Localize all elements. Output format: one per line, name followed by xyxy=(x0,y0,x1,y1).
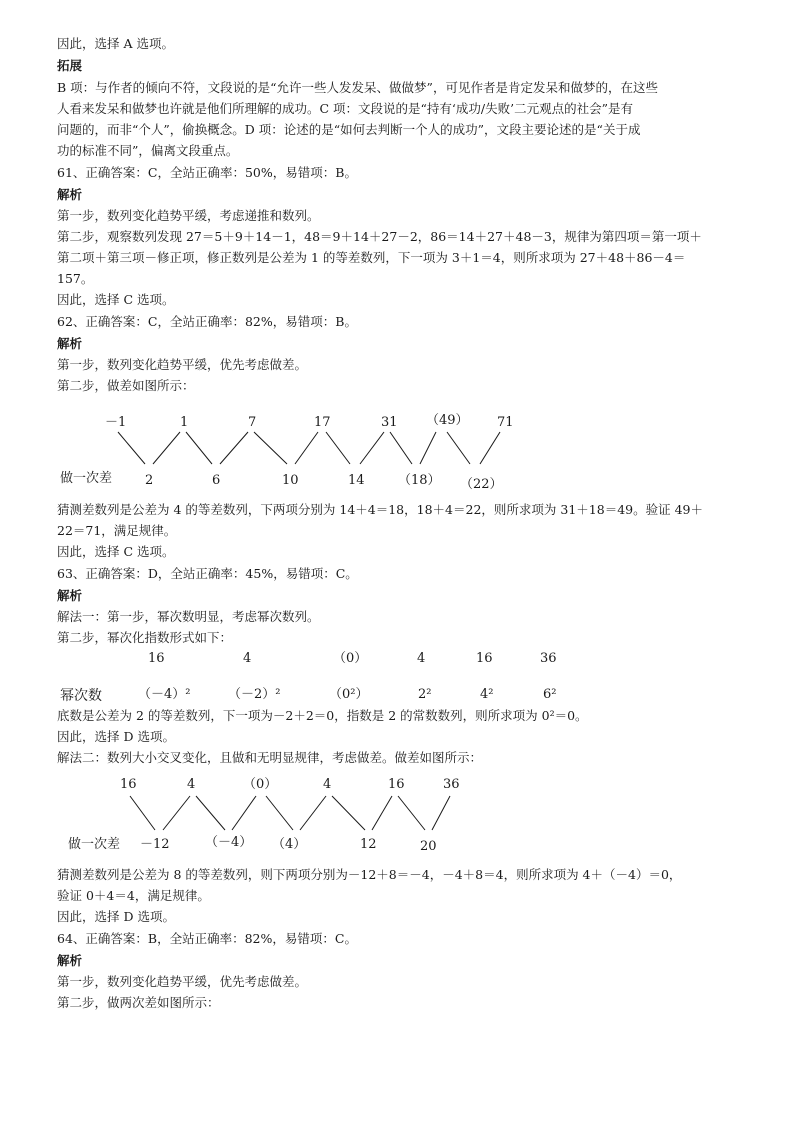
section-heading: 拓展 xyxy=(57,58,83,73)
diagram-bottom-number: 10 xyxy=(282,473,299,488)
diagram-top-number: 4 xyxy=(187,777,196,792)
difference-diagram-63 xyxy=(0,770,800,860)
diagram-bottom-number: 6 xyxy=(212,473,221,488)
answer-line: 63、正确答案：D，全站正确率：45%，易错项：C。 xyxy=(57,566,358,581)
diagram-top-number: （0） xyxy=(333,651,368,666)
text-line: 功的标准不同”，偏离文段重点。 xyxy=(57,143,239,158)
diagram-bottom-number: －12 xyxy=(140,837,170,852)
diagram-label: 做一次差 xyxy=(60,471,113,486)
diagram-top-number: 16 xyxy=(148,651,165,666)
text-line: 解法二：数列大小交叉变化，且做和无明显规律，考虑做差。做差如图所示： xyxy=(57,750,483,765)
diagram-top-number: 16 xyxy=(388,777,405,792)
text-line: 猜测差数列是公差为 4 的等差数列，下两项分别为 14＋4＝18，18＋4＝22，则所求项为 31＋18＝49。验证 49＋ xyxy=(57,502,703,517)
text-line: 第一步，数列变化趋势平缓，优先考虑做差。 xyxy=(57,357,308,372)
diagram-bottom-number: （22） xyxy=(460,477,503,492)
section-heading: 解析 xyxy=(57,588,83,603)
diagram-bottom-number: （－4）² xyxy=(138,687,191,702)
text-line: 22＝71，满足规律。 xyxy=(57,523,177,538)
diagram-bottom-number: （18） xyxy=(398,473,441,488)
diagram-top-number: －1 xyxy=(105,415,127,430)
text-line: 第二步，幂次化指数形式如下： xyxy=(57,630,233,645)
section-heading: 解析 xyxy=(57,953,83,968)
text-line: 因此，选择 A 选项。 xyxy=(57,36,174,51)
diagram-top-number: 36 xyxy=(443,777,460,792)
diagram-top-number: （0） xyxy=(243,777,278,792)
text-line: 第二步，观察数列发现 27＝5＋9＋14－1，48＝9＋14＋27－2，86＝14＋27＋48－3，规律为第四项＝第一项＋ xyxy=(57,229,702,244)
diagram-top-number: 7 xyxy=(248,415,257,430)
diagram-bottom-number: （－2）² xyxy=(228,687,281,702)
diagram-bottom-number: 14 xyxy=(348,473,365,488)
power-diagram-63 xyxy=(0,646,800,706)
diagram-bottom-number: （0²） xyxy=(329,687,369,702)
section-heading: 解析 xyxy=(57,336,83,351)
text-line: 因此，选择 C 选项。 xyxy=(57,292,175,307)
text-line: 第一步，数列变化趋势平缓，考虑递推和数列。 xyxy=(57,208,320,223)
diagram-top-number: 16 xyxy=(120,777,137,792)
diagram-top-number: 31 xyxy=(381,415,398,430)
diagram-bottom-number: 4² xyxy=(480,687,494,702)
text-line: 解法一：第一步，幂次数明显，考虑幂次数列。 xyxy=(57,609,320,624)
text-line: 因此，选择 D 选项。 xyxy=(57,909,175,924)
text-line: 第二步，做差如图所示： xyxy=(57,378,195,393)
diagram-top-number: 71 xyxy=(497,415,514,430)
diagram-top-number: （49） xyxy=(426,413,469,428)
text-line: B 项：与作者的倾向不符，文段说的是“允许一些人发发呆、做做梦”，可见作者是肯定发呆和做梦的，在这些 xyxy=(57,80,658,95)
diagram-bottom-number: 6² xyxy=(543,687,557,702)
text-line: 第二项＋第三项－修正项，修正数列是公差为 1 的等差数列，下一项为 3＋1＝4，则所求项为 27＋48＋86－4＝ xyxy=(57,250,686,265)
text-line: 问题的，而非“个人”，偷换概念。D 项：论述的是“如何去判断一个人的成功”，文段主要论述的是“关于成 xyxy=(57,122,641,137)
diagram-bottom-number: 2 xyxy=(145,473,154,488)
diagram-top-number: 1 xyxy=(180,415,189,430)
text-line: 验证 0＋4＝4，满足规律。 xyxy=(57,888,210,903)
diagram-top-number: 4 xyxy=(323,777,332,792)
text-line: 第一步，数列变化趋势平缓，优先考虑做差。 xyxy=(57,974,308,989)
answer-line: 62、正确答案：C，全站正确率：82%，易错项：B。 xyxy=(57,314,357,329)
text-line: 第二步，做两次差如图所示： xyxy=(57,995,220,1010)
diagram-bottom-number: （4） xyxy=(272,837,307,852)
diagram-bottom-number: 12 xyxy=(360,837,377,852)
diagram-top-number: 4 xyxy=(417,651,426,666)
text-line: 人看来发呆和做梦也许就是他们所理解的成功。C 项：文段说的是“持有‘成功/失败’二元观点的社会”是有 xyxy=(57,101,633,116)
diagram-top-number: 17 xyxy=(314,415,331,430)
text-line: 底数是公差为 2 的等差数列，下一项为－2＋2＝0，指数是 2 的常数数列，则所求项为 0²＝0。 xyxy=(57,708,588,723)
diagram-top-number: 4 xyxy=(243,651,252,666)
diagram-label: 幂次数 xyxy=(60,688,102,704)
section-heading: 解析 xyxy=(57,187,83,202)
text-line: 猜测差数列是公差为 8 的等差数列，则下两项分别为－12＋8＝－4，－4＋8＝4，则所求项为 4＋（－4）＝0， xyxy=(57,867,682,882)
text-line: 因此，选择 D 选项。 xyxy=(57,729,175,744)
diagram-bottom-number: （－4） xyxy=(205,835,253,850)
diagram-top-number: 36 xyxy=(540,651,557,666)
answer-line: 64、正确答案：B，全站正确率：82%，易错项：C。 xyxy=(57,931,357,946)
text-line: 157。 xyxy=(57,271,94,286)
answer-line: 61、正确答案：C，全站正确率：50%，易错项：B。 xyxy=(57,165,357,180)
diagram-label: 做一次差 xyxy=(68,837,121,852)
diagram-bottom-number: 2² xyxy=(418,687,432,702)
text-line: 因此，选择 C 选项。 xyxy=(57,544,175,559)
diagram-top-number: 16 xyxy=(476,651,493,666)
diagram-bottom-number: 20 xyxy=(420,839,437,854)
difference-diagram-62 xyxy=(0,400,800,500)
